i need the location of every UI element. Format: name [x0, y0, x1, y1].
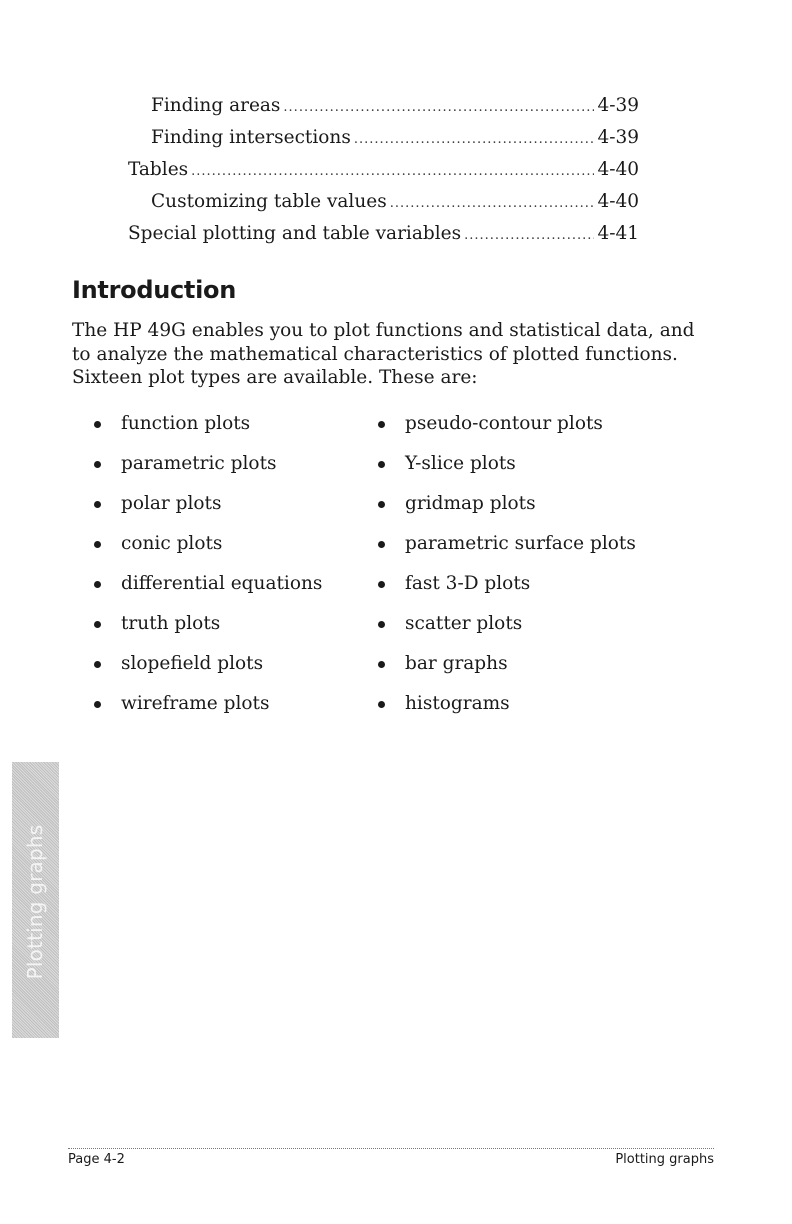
bullet-icon	[378, 501, 385, 508]
bullet-icon	[378, 421, 385, 428]
bullet-icon	[94, 701, 101, 708]
footer-page-number: Page 4-2	[68, 1152, 125, 1167]
toc-entry-finding-areas	[151, 90, 639, 122]
list-item-text: gridmap plots	[405, 493, 536, 514]
toc-entry-page: 4-40	[597, 159, 639, 180]
list-item-text: differential equations	[121, 573, 323, 594]
toc-leader-dots	[464, 220, 594, 252]
bullet-icon	[94, 581, 101, 588]
list-item-text: function plots	[121, 413, 251, 434]
toc-leader-dots	[283, 92, 594, 124]
bullet-icon	[94, 501, 101, 508]
bullet-icon	[378, 541, 385, 548]
toc-entry-page: 4-39	[597, 127, 639, 148]
toc-entry-special-plotting-variables	[128, 218, 639, 250]
list-item-text: wireframe plots	[121, 693, 270, 714]
intro-paragraph: The HP 49G enables you to plot functions and statistical data, and to analyze the mathematical characteristics of plotted functions. Sixteen plot types are available. These are:	[72, 320, 695, 388]
list-item-text: conic plots	[121, 533, 223, 554]
toc-entry-tables	[128, 154, 639, 186]
bullet-icon	[378, 701, 385, 708]
bullet-icon	[378, 461, 385, 468]
footer-chapter-title: Plotting graphs	[615, 1152, 714, 1167]
toc-entry-title: Customizing table values	[151, 191, 387, 212]
toc-entry-finding-intersections	[151, 122, 639, 154]
list-item-text: histograms	[405, 693, 510, 714]
footer-divider	[68, 1148, 714, 1149]
list-item-text: parametric plots	[121, 453, 277, 474]
list-item-text: Y-slice plots	[405, 453, 516, 474]
section-heading: Introduction	[72, 276, 236, 304]
toc-entry-customizing-table-values	[151, 186, 639, 218]
list-item-text: scatter plots	[405, 613, 523, 634]
list-item-text: fast 3-D plots	[405, 573, 531, 594]
toc-entry-page: 4-39	[597, 95, 639, 116]
chapter-side-tab	[12, 762, 59, 1038]
bullet-icon	[94, 461, 101, 468]
toc-entry-page: 4-40	[597, 191, 639, 212]
toc-leader-dots	[354, 124, 595, 156]
toc-entry-title: Finding areas	[151, 95, 281, 116]
bullet-icon	[378, 621, 385, 628]
bullet-icon	[94, 661, 101, 668]
plot-types-list	[0, 410, 792, 730]
toc-entry-page: 4-41	[597, 223, 639, 244]
list-item-text: parametric surface plots	[405, 533, 636, 554]
toc-entry-title: Tables	[128, 159, 189, 180]
toc-leader-dots	[390, 188, 595, 220]
bullet-icon	[378, 581, 385, 588]
toc-leader-dots	[191, 156, 594, 188]
list-item-text: polar plots	[121, 493, 222, 514]
bullet-icon	[94, 421, 101, 428]
toc-entry-title: Special plotting and table variables	[128, 223, 462, 244]
list-item-text: truth plots	[121, 613, 221, 634]
bullet-icon	[378, 661, 385, 668]
chapter-side-tab-label: Plotting graphs	[23, 824, 47, 980]
list-item-text: bar graphs	[405, 653, 508, 674]
toc-entry-title: Finding intersections	[151, 127, 351, 148]
list-item-text: pseudo-contour plots	[405, 413, 603, 434]
list-item-text: slopefield plots	[121, 653, 264, 674]
bullet-icon	[94, 541, 101, 548]
bullet-icon	[94, 621, 101, 628]
